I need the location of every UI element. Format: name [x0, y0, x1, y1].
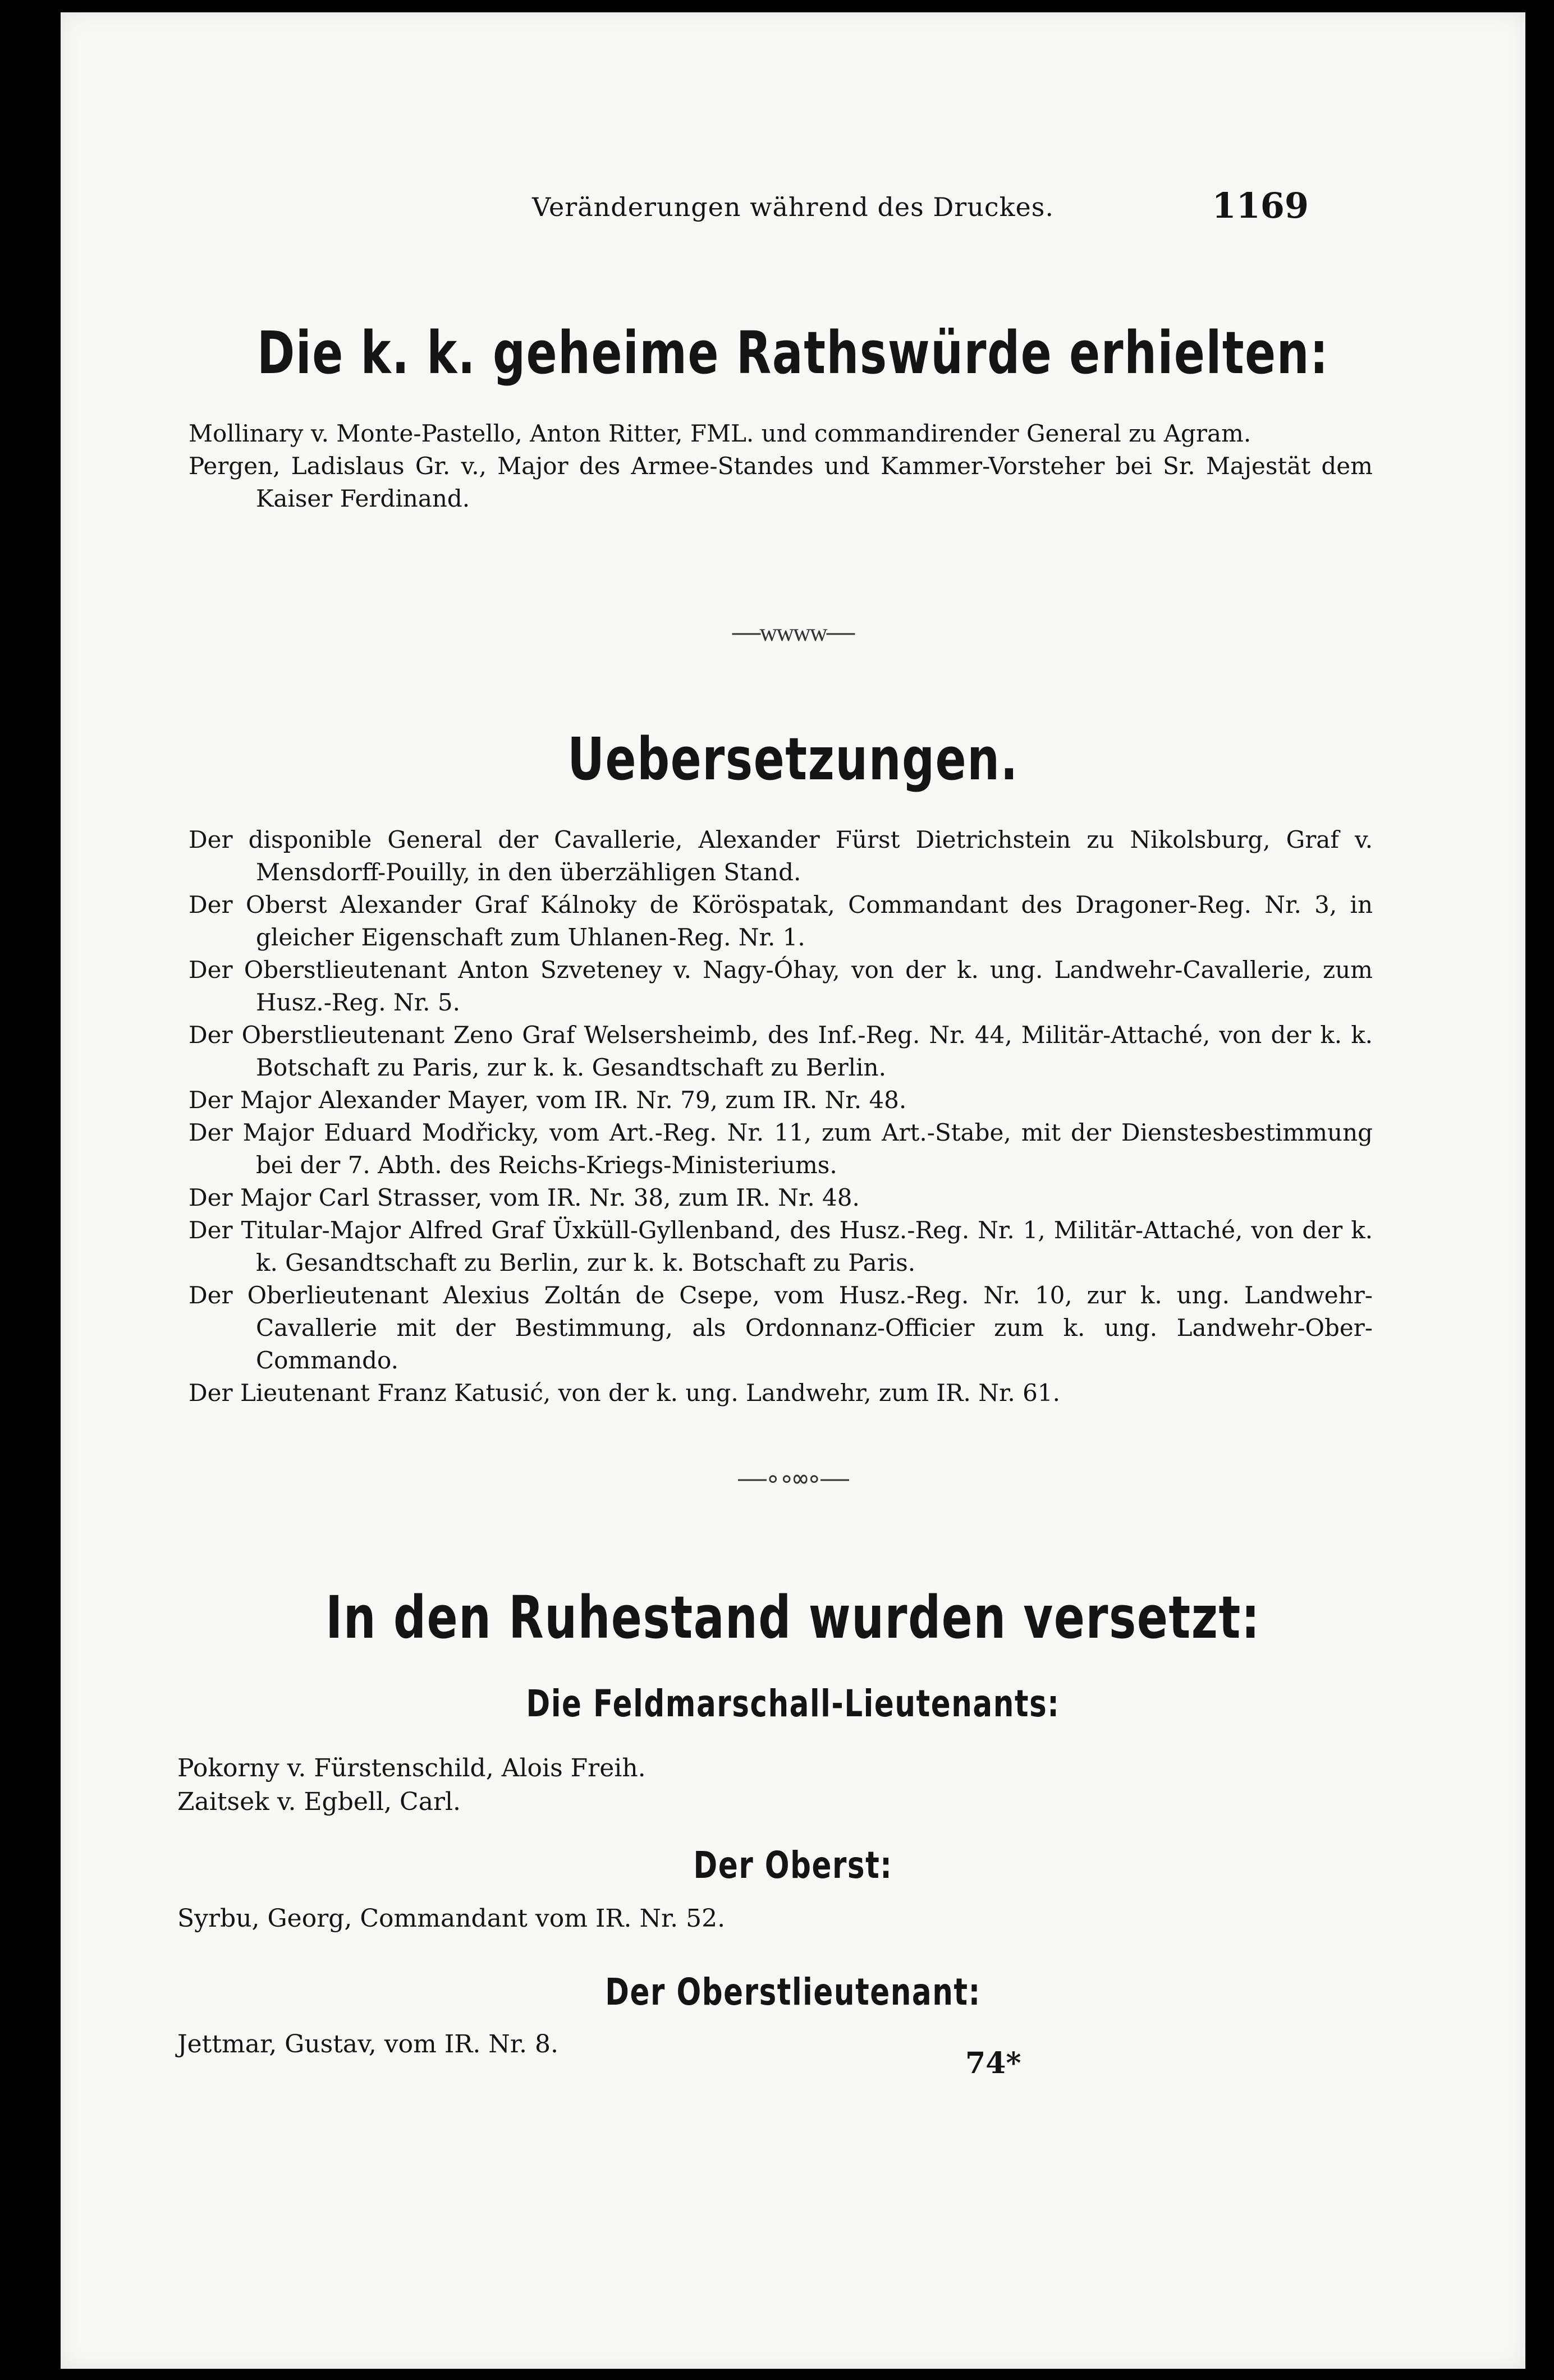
- list-item: Der Oberst Alexander Graf Kálnoky de Köröspatak, Commandant des Dragoner-Reg. Nr. 3, in gleicher Eigenschaft zum Uhlanen-Reg. Nr. 1.: [189, 891, 1373, 951]
- list-item: Mollinary v. Monte-Pastello, Anton Ritter, FML. und commandirender General zu Agram.: [189, 420, 1252, 447]
- list-item: Pergen, Ladislaus Gr. v., Major des Armee-Standes und Kammer-Vorsteher bei Sr. Majestät dem Kaiser Ferdinand.: [189, 452, 1373, 512]
- transfers-list: [189, 824, 1373, 1409]
- field-marshal-lieutenants-list: [177, 1752, 1412, 1819]
- list-item: Der Oberstlieutenant Zeno Graf Welsersheimb, des Inf.-Reg. Nr. 44, Militär-Attaché, von der k. k. Botschaft zu Paris, zur k. k. Gesandtschaft zu Berlin.: [189, 1021, 1373, 1081]
- list-item: Der Major Carl Strasser, vom IR. Nr. 38, zum IR. Nr. 48.: [189, 1184, 860, 1211]
- list-item: Der Oberstlieutenant Anton Szveteney v. Nagy-Óhay, von der k. ung. Landwehr-Cavallerie, zum Husz.-Reg. Nr. 5.: [189, 956, 1373, 1016]
- list-item: Jettmar, Gustav, vom IR. Nr. 8.: [177, 2030, 558, 2059]
- list-item: Pokorny v. Fürstenschild, Alois Freih.: [177, 1754, 646, 1782]
- running-head: [61, 185, 1525, 237]
- list-item: Der Oberlieutenant Alexius Zoltán de Csepe, vom Husz.-Reg. Nr. 10, zur k. ung. Landwehr-Cavallerie mit der Bestimmung, als Ordonnanz-Officier zum k. ung. Landwehr-Ober-Commando.: [189, 1281, 1373, 1374]
- list-item: Syrbu, Georg, Commandant vom IR. Nr. 52.: [177, 1904, 726, 1933]
- list-item: Der disponible General der Cavallerie, Alexander Fürst Dietrichstein zu Nikolsburg, Graf v. Mensdorff-Pouilly, in den überzähligen Stand.: [189, 826, 1373, 886]
- list-item: Zaitsek v. Egbell, Carl.: [177, 1788, 461, 1816]
- list-item: Der Major Alexander Mayer, vom IR. Nr. 79, zum IR. Nr. 48.: [189, 1086, 907, 1114]
- running-title: Veränderungen während des Druckes.: [532, 192, 1054, 222]
- subheading-lieutenant-colonel: Der Oberstlieutenant:: [605, 1970, 981, 2014]
- privy-council-list: [189, 417, 1373, 515]
- ornamental-divider: ——ᴡᴡᴡᴡ——: [732, 618, 854, 647]
- list-item: Der Major Eduard Modřicky, vom Art.-Reg. Nr. 11, zum Art.-Stabe, mit der Dienstesbestimmung bei der 7. Abth. des Reichs-Kriegs-Ministeriums.: [189, 1119, 1373, 1179]
- page-number: 1169: [1212, 185, 1309, 226]
- list-item: Der Lieutenant Franz Katusić, von der k. ung. Landwehr, zum IR. Nr. 61.: [189, 1379, 1060, 1407]
- ornamental-divider: ——∘∘∞∘——: [738, 1464, 848, 1493]
- section-heading-retirement: In den Ruhestand wurden versetzt:: [326, 1583, 1260, 1652]
- subheading-field-marshal-lieutenants: Die Feldmarschall-Lieutenants:: [526, 1682, 1060, 1725]
- colonel-list: [177, 1902, 1412, 1936]
- section-heading-transfers: Uebersetzungen.: [567, 725, 1019, 793]
- subheading-colonel: Der Oberst:: [693, 1844, 893, 1887]
- list-item: Der Titular-Major Alfred Graf Üxküll-Gyllenband, des Husz.-Reg. Nr. 1, Militär-Attaché, von der k. k. Gesandtschaft zu Berlin, zur k. k. Botschaft zu Paris.: [189, 1216, 1373, 1276]
- signature-mark: 74*: [965, 2046, 1021, 2080]
- document-page: [61, 12, 1525, 2369]
- section-heading-privy-council: Die k. k. geheime Rathswürde erhielten:: [256, 319, 1330, 387]
- lieutenant-colonel-list: [177, 2028, 1412, 2061]
